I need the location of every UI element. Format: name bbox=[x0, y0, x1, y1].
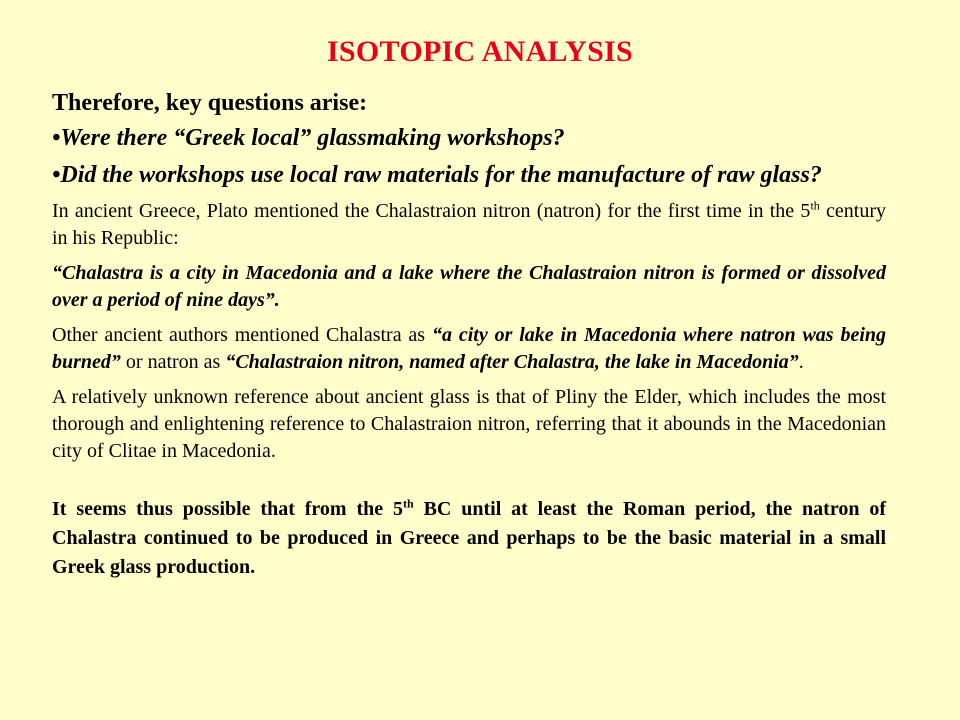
others-text-b: or natron as bbox=[120, 351, 226, 373]
slide-title: ISOTOPIC ANALYSIS bbox=[326, 35, 634, 68]
question-item: •Did the workshops use local raw materials for the manufacture of raw glass? bbox=[52, 162, 822, 188]
conclusion-superscript: th bbox=[403, 496, 414, 511]
others-text-a: Other ancient authors mentioned Chalastra as bbox=[52, 324, 432, 346]
others-quote-a: “a city or lake in Macedonia where natron was being burned” bbox=[52, 324, 886, 373]
plato-text-a: In ancient Greece, Plato mentioned the Chalastraion nitron (natron) for the first time in the 5 bbox=[52, 200, 811, 222]
conclusion-text-b: BC until at least the Roman period, the natron of Chalastra continued to be produced in Greece and perhaps to be the basic material in a small Greek glass production. bbox=[52, 498, 886, 578]
others-text-c: . bbox=[798, 351, 804, 373]
pliny-paragraph: A relatively unknown reference about ancient glass is that of Pliny the Elder, which includes the most thorough and enlightening reference to Chalastraion nitron, referring that it abounds in the Macedonian city of Clitae in Macedonia. bbox=[52, 386, 886, 462]
plato-paragraph bbox=[52, 198, 886, 252]
question-item: •Were there “Greek local” glassmaking workshops? bbox=[52, 125, 565, 151]
plato-quote: “Chalastra is a city in Macedonia and a lake where the Chalastraion nitron is formed or dissolved over a period of nine days”. bbox=[52, 262, 886, 311]
questions-heading: Therefore, key questions arise: bbox=[52, 90, 368, 116]
plato-text-b: century in his Republic: bbox=[52, 200, 886, 249]
plato-superscript: th bbox=[810, 198, 820, 213]
slide-content bbox=[52, 88, 886, 582]
others-quote-b: “Chalastraion nitron, named after Chalastra, the lake in Macedonia” bbox=[225, 351, 799, 373]
other-authors-paragraph bbox=[52, 322, 886, 376]
conclusion-text-a: It seems thus possible that from the 5 bbox=[52, 498, 404, 520]
conclusion-paragraph bbox=[52, 495, 886, 582]
